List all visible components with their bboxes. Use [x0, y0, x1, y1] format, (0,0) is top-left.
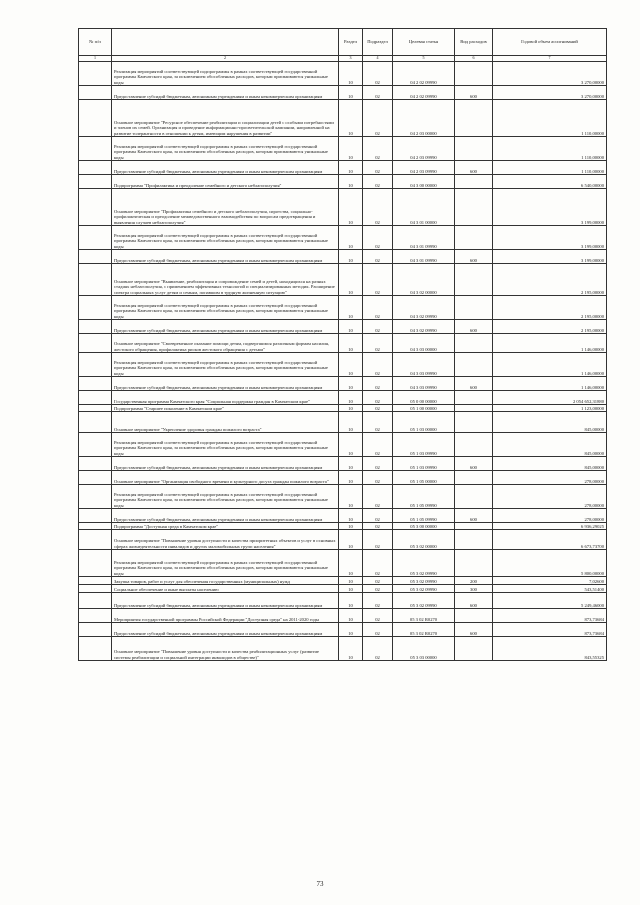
- table-row: [79, 550, 607, 577]
- row-name-cell: Реализация мероприятий соответствующей подпрограммы в рамках соответствующей государственной программы Камчатского края, за исключением обособленных расходов, которым присваиваются уникальные коды: [112, 353, 339, 377]
- row-num-cell: [79, 334, 112, 353]
- row-cs-cell: 04 3 01 09990: [393, 250, 455, 264]
- table-row: [79, 62, 607, 86]
- row-podrazdel-cell: 02: [363, 296, 393, 320]
- row-cs-cell: 05 1 03 00000: [393, 412, 455, 433]
- row-num-cell: [79, 609, 112, 623]
- row-razdel-cell: 10: [339, 334, 363, 353]
- row-name-cell: Реализация мероприятий соответствующей подпрограммы в рамках соответствующей государственной программы Камчатского края, за исключением обособленных расходов, которым присваиваются уникальные коды: [112, 485, 339, 509]
- row-vr-cell: 300: [455, 585, 493, 593]
- row-vr-cell: [455, 485, 493, 509]
- row-razdel-cell: 10: [339, 585, 363, 593]
- row-podrazdel-cell: 02: [363, 550, 393, 577]
- row-razdel-cell: 10: [339, 471, 363, 485]
- row-sum-cell: 1 123,00000: [493, 405, 607, 412]
- header-num: № п/п: [79, 29, 112, 56]
- row-razdel-cell: 10: [339, 100, 363, 137]
- row-podrazdel-cell: 02: [363, 585, 393, 593]
- column-number: 7: [493, 56, 607, 62]
- row-vr-cell: [455, 609, 493, 623]
- row-podrazdel-cell: 02: [363, 250, 393, 264]
- row-num-cell: [79, 226, 112, 250]
- row-cs-cell: 04 3 03 09990: [393, 353, 455, 377]
- row-sum-cell: 6 936,29025: [493, 523, 607, 530]
- row-name-cell: Основное мероприятие "Профилактика семейного и детского неблагополучия, сиротства, социально-профилактическая и преодоление межведомственного взаимодействия по вопросам предотвращения и выявления случаев неблагополучия": [112, 189, 339, 226]
- row-razdel-cell: 10: [339, 457, 363, 471]
- row-num-cell: [79, 485, 112, 509]
- row-razdel-cell: 10: [339, 433, 363, 457]
- row-name-cell: Предоставление субсидий бюджетным, автономным учреждениям и иным некоммерческим организациям: [112, 509, 339, 523]
- row-num-cell: [79, 391, 112, 405]
- row-podrazdel-cell: 02: [363, 530, 393, 550]
- row-num-cell: [79, 457, 112, 471]
- row-cs-cell: 05 3 02 09990: [393, 593, 455, 609]
- row-podrazdel-cell: 02: [363, 189, 393, 226]
- row-num-cell: [79, 585, 112, 593]
- row-razdel-cell: 10: [339, 391, 363, 405]
- row-podrazdel-cell: 02: [363, 226, 393, 250]
- row-sum-cell: 3 199,00000: [493, 189, 607, 226]
- row-razdel-cell: 10: [339, 175, 363, 189]
- row-sum-cell: 845,00000: [493, 457, 607, 471]
- row-vr-cell: 600: [455, 86, 493, 100]
- row-razdel-cell: 10: [339, 577, 363, 585]
- row-podrazdel-cell: 02: [363, 485, 393, 509]
- row-vr-cell: [455, 391, 493, 405]
- row-podrazdel-cell: 02: [363, 175, 393, 189]
- row-vr-cell: [455, 100, 493, 137]
- row-razdel-cell: 10: [339, 405, 363, 412]
- row-vr-cell: 600: [455, 509, 493, 523]
- table-row: [79, 175, 607, 189]
- page-number: 73: [316, 880, 324, 888]
- row-sum-cell: 2 054 652,31880: [493, 391, 607, 405]
- row-num-cell: [79, 264, 112, 296]
- row-num-cell: [79, 100, 112, 137]
- row-podrazdel-cell: 02: [363, 609, 393, 623]
- row-name-cell: Закупка товаров, работ и услуг для обеспечения государственных (муниципальных) нужд: [112, 577, 339, 585]
- row-num-cell: [79, 577, 112, 585]
- row-razdel-cell: 10: [339, 530, 363, 550]
- table-row: [79, 161, 607, 175]
- row-podrazdel-cell: 02: [363, 457, 393, 471]
- row-vr-cell: [455, 62, 493, 86]
- row-vr-cell: 600: [455, 320, 493, 334]
- row-cs-cell: 04 3 00 00000: [393, 175, 455, 189]
- header-vr: Вид расходов: [455, 29, 493, 56]
- row-name-cell: Подпрограмма "Доступная среда в Камчатском крае": [112, 523, 339, 530]
- row-cs-cell: 05 3 02 R0270: [393, 623, 455, 637]
- table-row: [79, 250, 607, 264]
- row-cs-cell: 04 2 03 09990: [393, 161, 455, 175]
- column-number: 6: [455, 56, 493, 62]
- row-cs-cell: 04 3 01 00000: [393, 189, 455, 226]
- row-sum-cell: 3 199,00000: [493, 226, 607, 250]
- row-name-cell: Предоставление субсидий бюджетным, автономным учреждениям и иным некоммерческим организациям: [112, 86, 339, 100]
- row-sum-cell: 1 110,00000: [493, 161, 607, 175]
- row-cs-cell: 05 1 05 09990: [393, 509, 455, 523]
- row-cs-cell: 05 1 05 00000: [393, 471, 455, 485]
- row-podrazdel-cell: 02: [363, 523, 393, 530]
- row-vr-cell: 600: [455, 377, 493, 391]
- row-cs-cell: 05 0 00 00000: [393, 391, 455, 405]
- row-name-cell: Предоставление субсидий бюджетным, автономным учреждениям и иным некоммерческим организациям: [112, 593, 339, 609]
- row-num-cell: [79, 530, 112, 550]
- row-podrazdel-cell: 02: [363, 412, 393, 433]
- row-sum-cell: 7,02600: [493, 577, 607, 585]
- row-num-cell: [79, 623, 112, 637]
- row-vr-cell: 600: [455, 623, 493, 637]
- row-cs-cell: 05 3 02 R0270: [393, 609, 455, 623]
- row-razdel-cell: 10: [339, 189, 363, 226]
- row-razdel-cell: 10: [339, 226, 363, 250]
- row-podrazdel-cell: 02: [363, 509, 393, 523]
- row-cs-cell: 04 3 02 09990: [393, 320, 455, 334]
- row-vr-cell: [455, 353, 493, 377]
- row-razdel-cell: 10: [339, 637, 363, 661]
- row-vr-cell: 600: [455, 161, 493, 175]
- row-razdel-cell: 10: [339, 412, 363, 433]
- row-cs-cell: 05 1 03 09990: [393, 433, 455, 457]
- row-razdel-cell: 10: [339, 161, 363, 175]
- table-row: [79, 226, 607, 250]
- row-podrazdel-cell: 02: [363, 593, 393, 609]
- table-row: [79, 509, 607, 523]
- row-sum-cell: 2 195,00000: [493, 296, 607, 320]
- header-name: [112, 29, 339, 56]
- row-cs-cell: 04 2 03 00000: [393, 100, 455, 137]
- row-cs-cell: 04 2 02 09990: [393, 86, 455, 100]
- row-cs-cell: 05 3 02 00000: [393, 530, 455, 550]
- row-sum-cell: 5 800,00000: [493, 550, 607, 577]
- table-row: [79, 523, 607, 530]
- table-row: [79, 353, 607, 377]
- row-sum-cell: 873,73684: [493, 609, 607, 623]
- row-name-cell: Мероприятия государственной программы Российской Федерации "Доступная среда" на 2011-2020 годы: [112, 609, 339, 623]
- row-num-cell: [79, 593, 112, 609]
- row-cs-cell: 04 3 03 00000: [393, 334, 455, 353]
- header-sum: Годовой объем ассигнований: [493, 29, 607, 56]
- row-name-cell: Реализация мероприятий соответствующей подпрограммы в рамках соответствующей государственной программы Камчатского края, за исключением обособленных расходов, которым присваиваются уникальные коды: [112, 550, 339, 577]
- row-sum-cell: 5 249,46000: [493, 593, 607, 609]
- table-row: [79, 296, 607, 320]
- row-podrazdel-cell: 02: [363, 86, 393, 100]
- row-num-cell: [79, 412, 112, 433]
- row-cs-cell: 04 3 03 09990: [393, 377, 455, 391]
- row-razdel-cell: 10: [339, 264, 363, 296]
- row-cs-cell: 05 1 03 09990: [393, 457, 455, 471]
- row-sum-cell: 1 146,00000: [493, 377, 607, 391]
- row-razdel-cell: 10: [339, 523, 363, 530]
- row-cs-cell: 05 3 00 00000: [393, 523, 455, 530]
- row-name-cell: Основное мероприятие "Укрепление здоровья граждан пожилого возраста": [112, 412, 339, 433]
- row-podrazdel-cell: 02: [363, 433, 393, 457]
- table-row: [79, 593, 607, 609]
- row-razdel-cell: 10: [339, 623, 363, 637]
- row-num-cell: [79, 405, 112, 412]
- header-cs: Целевая статья: [393, 29, 455, 56]
- row-num-cell: [79, 509, 112, 523]
- row-podrazdel-cell: 02: [363, 577, 393, 585]
- row-vr-cell: [455, 226, 493, 250]
- row-name-cell: Основное мероприятие "Ресурсное обеспечение реабилитации и социализации детей с особыми потребностями и членов их семей. Организация и проведение информационно-просветительской кампании, направленной на развитие толерантности в отношении к детям, имеющим нарушения в развитии": [112, 100, 339, 137]
- row-name-cell: Предоставление субсидий бюджетным, автономным учреждениям и иным некоммерческим организациям: [112, 457, 339, 471]
- row-vr-cell: [455, 334, 493, 353]
- row-vr-cell: 200: [455, 577, 493, 585]
- row-podrazdel-cell: 02: [363, 391, 393, 405]
- column-number: 3: [339, 56, 363, 62]
- row-sum-cell: 873,73684: [493, 623, 607, 637]
- row-podrazdel-cell: 02: [363, 623, 393, 637]
- row-num-cell: [79, 250, 112, 264]
- row-sum-cell: 2 195,00000: [493, 264, 607, 296]
- row-num-cell: [79, 320, 112, 334]
- row-razdel-cell: 10: [339, 609, 363, 623]
- header-razdel: Раздел: [339, 29, 363, 56]
- row-razdel-cell: 10: [339, 86, 363, 100]
- row-cs-cell: 05 1 00 00000: [393, 405, 455, 412]
- row-razdel-cell: 10: [339, 377, 363, 391]
- row-name-cell: Предоставление субсидий бюджетным, автономным учреждениям и иным некоммерческим организациям: [112, 250, 339, 264]
- row-cs-cell: 05 1 05 09990: [393, 485, 455, 509]
- row-name-cell: Основное мероприятие "Организация свободного времени и культурного досуга граждан пожилого возраста": [112, 471, 339, 485]
- table-row: [79, 530, 607, 550]
- row-razdel-cell: 10: [339, 320, 363, 334]
- row-num-cell: [79, 353, 112, 377]
- table-row: [79, 433, 607, 457]
- row-cs-cell: 05 3 03 00000: [393, 637, 455, 661]
- row-vr-cell: [455, 264, 493, 296]
- row-razdel-cell: 10: [339, 137, 363, 161]
- row-vr-cell: [455, 296, 493, 320]
- row-name-cell: Реализация мероприятий соответствующей подпрограммы в рамках соответствующей государственной программы Камчатского края, за исключением обособленных расходов, которым присваиваются уникальные коды: [112, 226, 339, 250]
- row-name-cell: Предоставление субсидий бюджетным, автономным учреждениям и иным некоммерческим организациям: [112, 623, 339, 637]
- row-name-cell: Реализация мероприятий соответствующей подпрограммы в рамках соответствующей государственной программы Камчатского края, за исключением обособленных расходов, которым присваиваются уникальные коды: [112, 137, 339, 161]
- row-num-cell: [79, 161, 112, 175]
- row-podrazdel-cell: 02: [363, 100, 393, 137]
- table-row: [79, 405, 607, 412]
- table-row: [79, 189, 607, 226]
- budget-table: [78, 28, 607, 661]
- row-vr-cell: 600: [455, 457, 493, 471]
- table-body: [79, 62, 607, 661]
- table-row: [79, 412, 607, 433]
- row-podrazdel-cell: 02: [363, 637, 393, 661]
- row-num-cell: [79, 137, 112, 161]
- column-number: 5: [393, 56, 455, 62]
- row-name-cell: Основное мероприятие "Повышение уровня доступности и качества реабилитационных услуг (развитие системы реабилитации и социальной интеграции инвалидов в обществе)": [112, 637, 339, 661]
- row-num-cell: [79, 62, 112, 86]
- row-name-cell: Реализация мероприятий соответствующей подпрограммы в рамках соответствующей государственной программы Камчатского края, за исключением обособленных расходов, которым присваиваются уникальные коды: [112, 296, 339, 320]
- row-podrazdel-cell: 02: [363, 137, 393, 161]
- row-sum-cell: 6 673,73700: [493, 530, 607, 550]
- row-sum-cell: 1 110,00000: [493, 100, 607, 137]
- row-cs-cell: 04 2 03 09990: [393, 137, 455, 161]
- row-num-cell: [79, 433, 112, 457]
- table-row: [79, 334, 607, 353]
- row-cs-cell: 05 3 02 09990: [393, 577, 455, 585]
- row-name-cell: Предоставление субсидий бюджетным, автономным учреждениям и иным некоммерческим организациям: [112, 320, 339, 334]
- row-name-cell: Социальное обеспечение и иные выплаты населению: [112, 585, 339, 593]
- row-razdel-cell: 10: [339, 250, 363, 264]
- row-vr-cell: [455, 412, 493, 433]
- table-row: [79, 100, 607, 137]
- row-num-cell: [79, 86, 112, 100]
- row-sum-cell: 278,00000: [493, 485, 607, 509]
- row-sum-cell: 543,51400: [493, 585, 607, 593]
- row-name-cell: Реализация мероприятий соответствующей подпрограммы в рамках соответствующей государственной программы Камчатского края, за исключением обособленных расходов, которым присваиваются уникальные коды: [112, 433, 339, 457]
- row-name-cell: Предоставление субсидий бюджетным, автономным учреждениям и иным некоммерческим организациям: [112, 161, 339, 175]
- row-num-cell: [79, 377, 112, 391]
- row-sum-cell: 845,00000: [493, 433, 607, 457]
- column-number: 1: [79, 56, 112, 62]
- row-num-cell: [79, 637, 112, 661]
- row-vr-cell: [455, 471, 493, 485]
- header-podrazdel: Подраздел: [363, 29, 393, 56]
- row-sum-cell: 843,55325: [493, 637, 607, 661]
- row-razdel-cell: 10: [339, 62, 363, 86]
- row-name-cell: Основное мероприятие "Повышение уровня доступности и качества приоритетных объектов и услуг в основных сферах жизнедеятельности инвалидов и других маломобильных групп населения": [112, 530, 339, 550]
- row-sum-cell: 1 110,00000: [493, 137, 607, 161]
- row-name-cell: Предоставление субсидий бюджетным, автономным учреждениям и иным некоммерческим организациям: [112, 377, 339, 391]
- row-cs-cell: 04 3 01 09990: [393, 226, 455, 250]
- row-podrazdel-cell: 02: [363, 353, 393, 377]
- row-sum-cell: 1 146,00000: [493, 334, 607, 353]
- row-podrazdel-cell: 02: [363, 320, 393, 334]
- row-razdel-cell: 10: [339, 593, 363, 609]
- table-row: [79, 585, 607, 593]
- table-row: [79, 264, 607, 296]
- row-cs-cell: 04 3 02 09990: [393, 296, 455, 320]
- row-vr-cell: [455, 137, 493, 161]
- row-vr-cell: [455, 530, 493, 550]
- row-cs-cell: 05 3 02 09990: [393, 585, 455, 593]
- row-podrazdel-cell: 02: [363, 334, 393, 353]
- row-podrazdel-cell: 02: [363, 377, 393, 391]
- row-podrazdel-cell: 02: [363, 405, 393, 412]
- row-num-cell: [79, 550, 112, 577]
- row-podrazdel-cell: 02: [363, 161, 393, 175]
- table-row: [79, 457, 607, 471]
- row-razdel-cell: 10: [339, 509, 363, 523]
- row-vr-cell: [455, 637, 493, 661]
- row-vr-cell: [455, 433, 493, 457]
- row-podrazdel-cell: 02: [363, 471, 393, 485]
- row-vr-cell: [455, 175, 493, 189]
- table-row: [79, 609, 607, 623]
- table-row: [79, 377, 607, 391]
- row-vr-cell: [455, 189, 493, 226]
- row-sum-cell: 278,00000: [493, 509, 607, 523]
- column-number: 4: [363, 56, 393, 62]
- row-sum-cell: 278,00000: [493, 471, 607, 485]
- row-num-cell: [79, 175, 112, 189]
- row-sum-cell: 3 199,00000: [493, 250, 607, 264]
- row-vr-cell: [455, 405, 493, 412]
- row-vr-cell: 600: [455, 250, 493, 264]
- row-cs-cell: 05 3 02 09990: [393, 550, 455, 577]
- table-row: [79, 86, 607, 100]
- row-name-cell: Реализация мероприятий соответствующей подпрограммы в рамках соответствующей государственной программы Камчатского края, за исключением обособленных расходов, которым присваиваются уникальные коды: [112, 62, 339, 86]
- row-sum-cell: 6 540,00000: [493, 175, 607, 189]
- row-sum-cell: 845,00000: [493, 412, 607, 433]
- row-cs-cell: 04 2 02 09990: [393, 62, 455, 86]
- table-row: [79, 623, 607, 637]
- table-row: [79, 137, 607, 161]
- table-row: [79, 577, 607, 585]
- row-razdel-cell: 10: [339, 296, 363, 320]
- row-num-cell: [79, 189, 112, 226]
- row-razdel-cell: 10: [339, 353, 363, 377]
- row-sum-cell: 2 195,00000: [493, 320, 607, 334]
- row-razdel-cell: 10: [339, 550, 363, 577]
- table-row: [79, 637, 607, 661]
- row-name-cell: Основное мероприятие "Выявление, реабилитация и сопровождение семей и детей, находящихся на разных стадиях неблагополучия, с применением эффективных технологий и специализированных методик. Расширение спектра социальных услуг детям и семьям, попавшим в трудную жизненную ситуацию": [112, 264, 339, 296]
- row-podrazdel-cell: 02: [363, 264, 393, 296]
- row-num-cell: [79, 523, 112, 530]
- row-sum-cell: 3 270,00000: [493, 86, 607, 100]
- row-cs-cell: 04 3 02 00000: [393, 264, 455, 296]
- table-row: [79, 320, 607, 334]
- row-name-cell: Подпрограмма "Старшее поколение в Камчатском крае": [112, 405, 339, 412]
- table-row: [79, 485, 607, 509]
- row-num-cell: [79, 296, 112, 320]
- row-name-cell: Подпрограмма "Профилактика и преодоление семейного и детского неблагополучия": [112, 175, 339, 189]
- table-row: [79, 391, 607, 405]
- row-name-cell: Государственная программа Камчатского края "Социальная поддержка граждан в Камчатском крае": [112, 391, 339, 405]
- row-podrazdel-cell: 02: [363, 62, 393, 86]
- row-sum-cell: 3 270,00000: [493, 62, 607, 86]
- row-sum-cell: 1 146,00000: [493, 353, 607, 377]
- table-row: [79, 471, 607, 485]
- row-vr-cell: 600: [455, 593, 493, 609]
- column-number: 2: [112, 56, 339, 62]
- row-vr-cell: [455, 550, 493, 577]
- row-name-cell: Основное мероприятие "Своевременное оказание помощи детям, подвергшимся различным формам насилия, жестокого обращения, профилактика рисков жестокого обращения с детьми": [112, 334, 339, 353]
- row-razdel-cell: 10: [339, 485, 363, 509]
- row-vr-cell: [455, 523, 493, 530]
- row-num-cell: [79, 471, 112, 485]
- table-header-row: [79, 29, 607, 56]
